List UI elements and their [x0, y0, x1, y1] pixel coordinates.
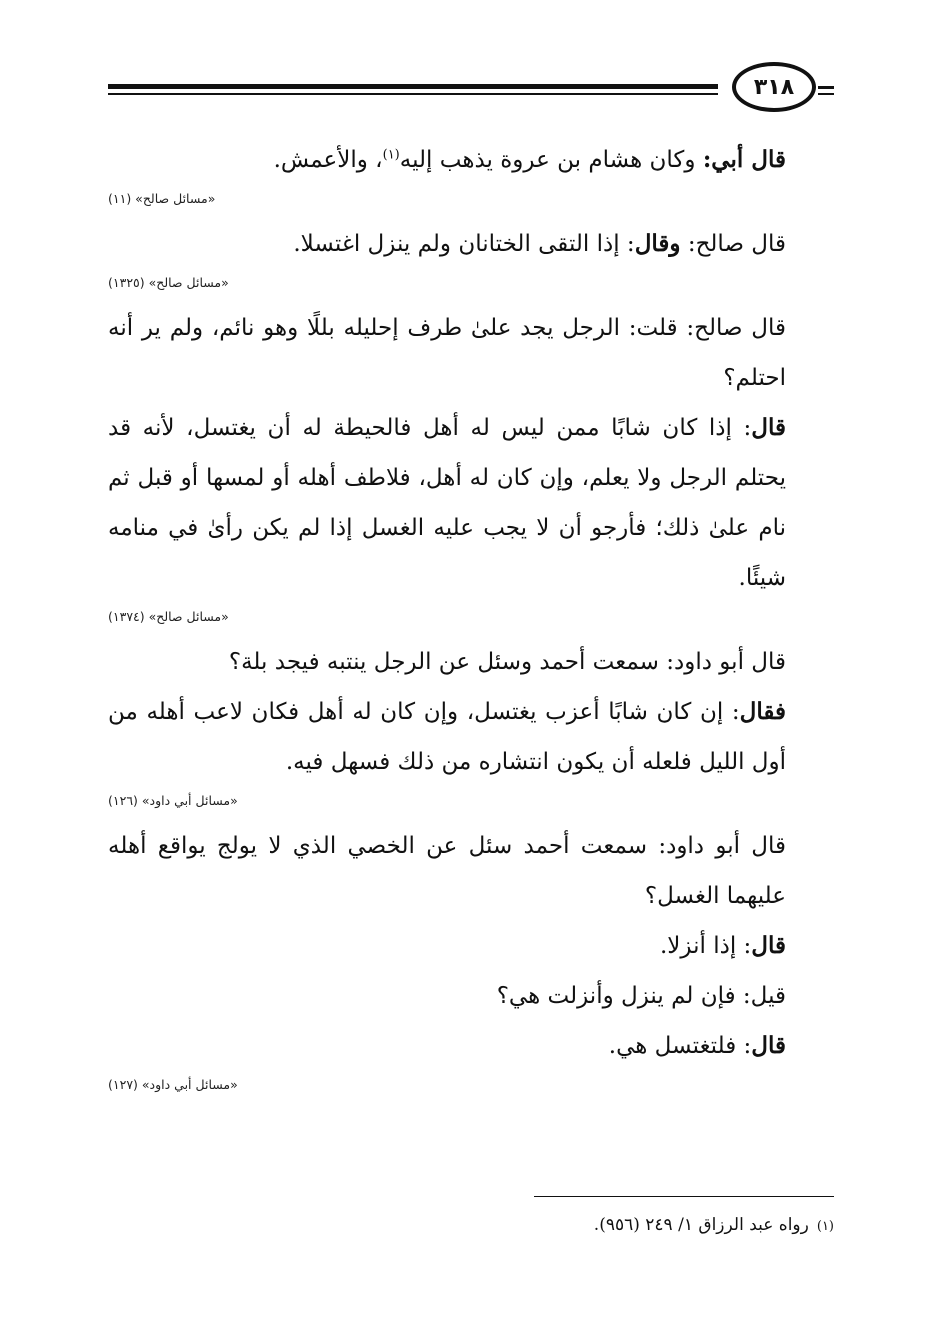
source-citation: «مسائل صالح» (١٣٢٥) — [108, 275, 229, 290]
speaker: قال أبي: — [702, 146, 786, 173]
speaker: قال — [751, 1032, 786, 1059]
source-citation: «مسائل صالح» (١٣٧٤) — [108, 609, 229, 624]
paragraph — [108, 135, 834, 185]
paragraph — [108, 637, 834, 687]
footnote-text: رواه عبد الرزاق ١/ ٢٤٩ (٩٥٦). — [593, 1215, 809, 1235]
speaker: قال — [751, 414, 786, 441]
footnote-separator — [534, 1196, 834, 1197]
paragraph — [108, 971, 834, 1021]
paragraph — [108, 219, 834, 269]
footnote-marker[interactable]: (١) — [382, 147, 400, 163]
paragraph-text: : إن كان شابًا أعزب يغتسل، وإن كان له أهل فكان لاعب أهله من أول الليل فلعله أن يكون انتشاره من ذلك فسهل فيه. — [108, 699, 786, 775]
header-rule-right-thin — [818, 93, 834, 95]
paragraph-text: ، والأعمش. — [273, 147, 383, 173]
paragraph-text: وكان هشام بن عروة يذهب إليه — [399, 147, 703, 173]
page-header — [108, 62, 834, 118]
footnote-number: (١) — [816, 1219, 834, 1234]
paragraph — [108, 403, 834, 603]
footnote — [108, 1210, 834, 1242]
paragraph-text: : إذا كان شابًا ممن ليس له أهل فالحيطة له أن يغتسل، لأنه قد يحتلم الرجل ولا يعلم، وإن كان له أهل، فلاطف أهله أو لمسها أو قبل ثم نام علىٰ ذلك؛ فأرجو أن لا يجب عليه الغسل إذا لم يكن رأىٰ في منامه شيئًا. — [108, 415, 786, 591]
page-body — [108, 135, 834, 1105]
source-citation: «مسائل أبي داود» (١٢٧) — [108, 1077, 238, 1092]
header-rule-right — [818, 86, 834, 89]
paragraph-text: قال صالح: قلت: الرجل يجد علىٰ طرف إحليله بللًا وهو نائم، ولم ير أنه احتلم؟ — [108, 315, 786, 391]
paragraph — [108, 821, 834, 921]
paragraph-text: : إذا أنزلا. — [659, 933, 752, 959]
paragraph — [108, 687, 834, 787]
paragraph — [108, 303, 834, 403]
source-citation: «مسائل صالح» (١١) — [108, 191, 216, 206]
header-rule — [108, 84, 718, 89]
paragraph — [108, 921, 834, 971]
paragraph-text: : إذا التقى الختانان ولم ينزل اغتسلا. — [293, 231, 635, 257]
speaker: وقال — [634, 230, 681, 257]
paragraph-text: قال صالح: — [680, 231, 786, 257]
paragraph-text: قيل: فإن لم ينزل وأنزلت هي؟ — [496, 983, 786, 1009]
paragraph-text: : فلتغتسل هي. — [608, 1033, 752, 1059]
header-rule-thin — [108, 93, 718, 95]
source-citation: «مسائل أبي داود» (١٢٦) — [108, 793, 238, 808]
paragraph — [108, 1021, 834, 1071]
paragraph-text: قال أبو داود: سمعت أحمد وسئل عن الرجل ينتبه فيجد بلة؟ — [228, 649, 786, 675]
speaker: فقال — [739, 698, 786, 725]
paragraph-text: قال أبو داود: سمعت أحمد سئل عن الخصي الذي لا يولج يواقع أهله عليهما الغسل؟ — [108, 833, 786, 909]
page-number: ٣١٨ — [732, 62, 816, 112]
speaker: قال — [751, 932, 786, 959]
